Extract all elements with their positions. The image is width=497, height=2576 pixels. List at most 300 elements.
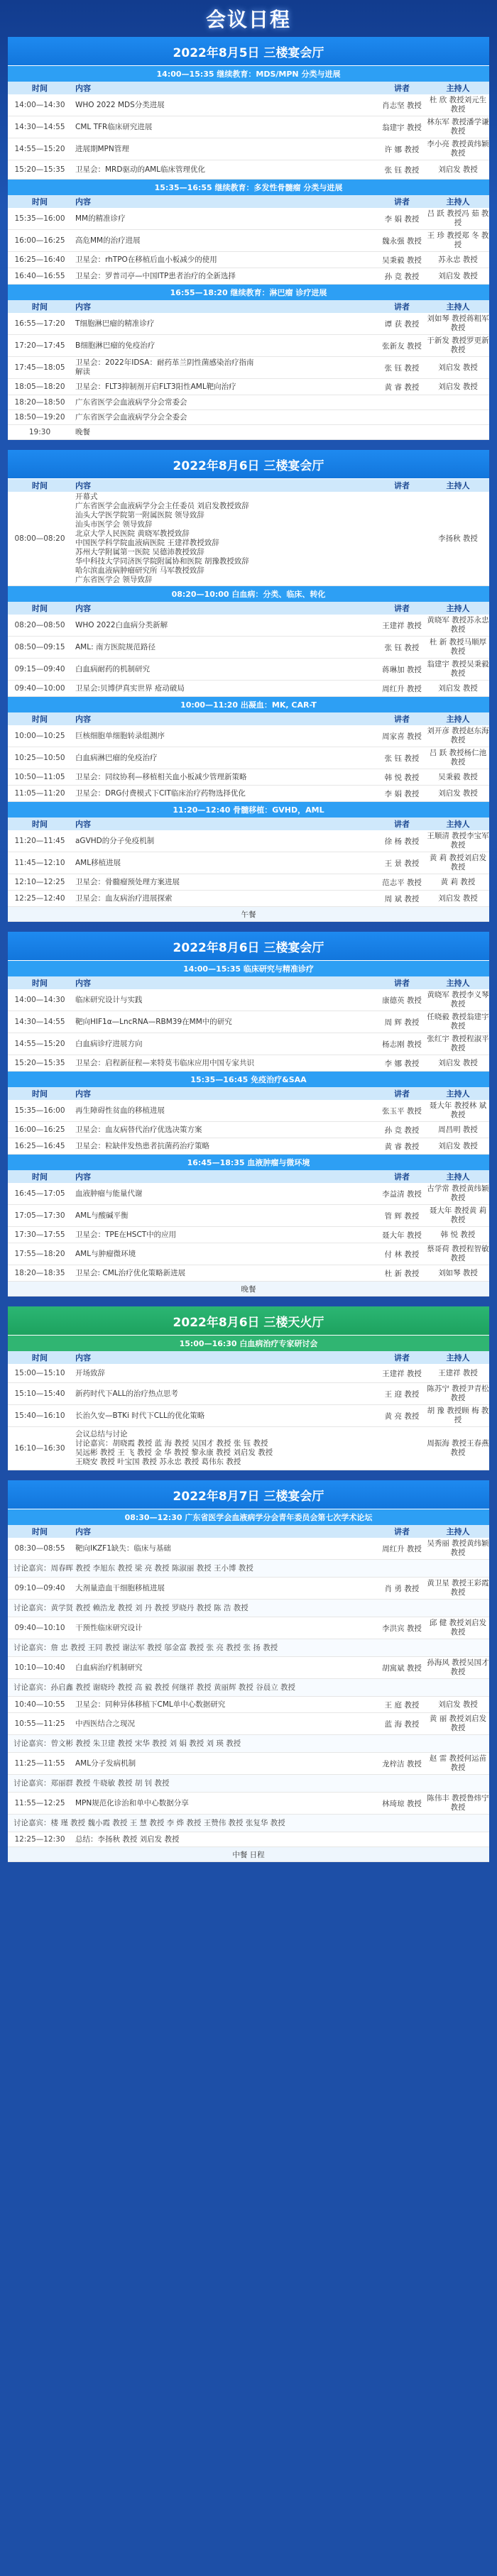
text-line: 黄纬颖 教授 — [450, 140, 489, 158]
col-host: 主持人 — [446, 302, 470, 312]
text-line: 邱 健 教授 — [429, 1619, 464, 1627]
text-line: 苏永忠 教授 — [438, 255, 478, 264]
agenda-row — [8, 395, 489, 410]
speaker-cell: 谭 获 教授 — [384, 319, 420, 329]
col-content: 内容 — [75, 481, 91, 490]
time-cell: 14:00—14:30 — [14, 996, 65, 1004]
text-line: 开幕式 — [75, 492, 98, 501]
text-line: 卫星会：启程新征程—来特莫韦临床应用中国专家共识 — [75, 1058, 254, 1067]
time-cell: 10:00—10:25 — [14, 732, 65, 740]
text-line: 高危MM的治疗进展 — [75, 236, 141, 245]
day-header: 2022年8月5日 三楼宴会厅 — [8, 37, 489, 66]
host-cell — [427, 272, 489, 281]
text-line: 冯 茹 教授 — [454, 209, 489, 227]
text-line: AML与酸碱平衡 — [75, 1211, 129, 1220]
text-line: 汕头大学医学院第一附属医院 领导致辞 — [75, 511, 204, 519]
content-cell — [72, 1059, 377, 1068]
time-cell: 17:05—17:30 — [14, 1211, 65, 1220]
text-line: 王 珍 教授 — [427, 231, 462, 240]
time-cell: 10:40—10:55 — [14, 1700, 65, 1709]
text-line: 刘开彦 教授 — [427, 727, 467, 735]
text-line: MPN规范化诊治和单中心数据分享 — [75, 1798, 189, 1807]
host-cell — [427, 616, 489, 634]
agenda-row — [8, 425, 489, 440]
speaker-cell: 李 娟 教授 — [384, 789, 420, 798]
host-cell — [427, 991, 489, 1009]
text-line: 黄 莉 教授 — [450, 1206, 487, 1224]
day-block — [8, 37, 489, 440]
session-header: 14:00—15:35 继续教育：MDS/MPN 分类与进展 — [8, 66, 489, 82]
agenda-row — [8, 1383, 489, 1405]
host-cell — [427, 1206, 489, 1225]
speaker-cell: 周红升 教授 — [382, 1544, 422, 1553]
col-speaker: 讲者 — [394, 1172, 410, 1182]
col-speaker: 讲者 — [394, 197, 410, 207]
text-line: AML与肿瘤微环境 — [75, 1249, 136, 1258]
host-cell — [427, 1794, 489, 1812]
text-line: 潘学谦 教授 — [450, 118, 489, 136]
speaker-cell: 张新友 教授 — [382, 341, 422, 351]
speaker-cell: 胡寓斌 教授 — [382, 1663, 422, 1673]
session-header: 15:35—16:45 免疫治疗&SAA — [8, 1072, 489, 1087]
text-line: 白血病耐药的机制研究 — [75, 664, 150, 673]
speaker-cell: 付 林 教授 — [384, 1250, 420, 1259]
col-time: 时间 — [32, 1089, 48, 1099]
text-line: 王顺清 教授 — [427, 832, 467, 840]
speaker-cell: 张 钰 教授 — [384, 363, 420, 373]
text-line: 刘启发 教授 — [438, 1700, 478, 1709]
agenda-row — [8, 252, 489, 268]
agenda-row — [8, 1538, 489, 1560]
agenda-row — [8, 1753, 489, 1775]
day-header: 2022年8月6日 三楼天火厅 — [8, 1306, 489, 1336]
col-time: 时间 — [32, 1172, 48, 1182]
text-line: 吴远彬 教授 王 飞 教授 金 华 教授 黎永康 教授 刘启发 教授 — [75, 1448, 273, 1457]
text-line: 林 斌 教授 — [450, 1101, 487, 1119]
col-host: 主持人 — [446, 979, 470, 988]
time-cell: 18:50—19:20 — [14, 413, 65, 422]
time-cell: 18:20—18:35 — [14, 1269, 65, 1277]
host-cell — [427, 1269, 489, 1278]
column-header — [8, 818, 489, 830]
agenda-row — [8, 1578, 489, 1600]
host-cell — [427, 140, 489, 158]
host-cell — [427, 382, 489, 392]
time-cell: 14:30—14:55 — [14, 123, 65, 131]
content-cell — [72, 621, 377, 630]
host-cell — [427, 1619, 489, 1637]
column-header — [8, 1170, 489, 1183]
discussion-guests: 讨论嘉宾：郑丽群 教授 牛晓敏 教授 胡 钊 教授 — [8, 1775, 489, 1793]
speaker-cell: 黄 睿 教授 — [384, 1142, 420, 1151]
text-line: 刘元生 教授 — [450, 96, 487, 114]
time-cell: 14:55—15:20 — [14, 145, 65, 153]
text-line: 刘启发 教授 — [438, 382, 478, 391]
speaker-cell: 李 娜 教授 — [384, 1059, 420, 1068]
text-line: aGVHD的分子免疫机制 — [75, 836, 155, 845]
text-line: 于新发 教授 — [427, 336, 467, 345]
speaker-cell: 周红升 教授 — [382, 684, 422, 693]
agenda-row — [8, 1122, 489, 1138]
text-line: 马顺厚 教授 — [450, 638, 487, 656]
agenda-row — [8, 1713, 489, 1735]
text-line: 新药时代下ALL的治疗热点思考 — [75, 1389, 178, 1398]
speaker-cell: 王 迎 教授 — [384, 1389, 420, 1399]
time-cell: 17:45—18:05 — [14, 363, 65, 372]
content-cell — [72, 123, 377, 132]
column-header — [8, 602, 489, 615]
agenda-row — [8, 1832, 489, 1847]
content-cell — [72, 236, 377, 246]
time-cell: 18:05—18:20 — [14, 382, 65, 391]
host-cell — [427, 1013, 489, 1031]
col-time: 时间 — [32, 604, 48, 613]
text-line: 翁建宇 教授 — [450, 1013, 489, 1030]
time-cell: 09:40—10:00 — [14, 684, 65, 693]
time-cell: 11:55—12:25 — [14, 1799, 65, 1807]
session-header: 14:00—15:35 临床研究与精准诊疗 — [8, 961, 489, 976]
column-header — [8, 1525, 489, 1538]
col-speaker: 讲者 — [394, 979, 410, 988]
content-cell — [72, 255, 377, 265]
content-cell — [72, 1018, 377, 1027]
agenda-row — [8, 874, 489, 891]
text-line: T细胞淋巴瘤的精准诊疗 — [75, 319, 155, 328]
col-host: 主持人 — [446, 84, 470, 93]
content-cell — [72, 1700, 377, 1710]
agenda-row — [8, 160, 489, 180]
agenda-row — [8, 1205, 489, 1227]
text-line: 卫星会：同种异体移植下CML单中心数据研究 — [75, 1700, 226, 1709]
host-cell — [427, 96, 489, 114]
text-line: 李小亮 教授 — [427, 140, 467, 148]
host-cell — [427, 1245, 489, 1263]
time-cell: 11:20—11:45 — [14, 837, 65, 845]
day-block — [8, 932, 489, 1297]
time-cell: 19:30 — [28, 428, 51, 436]
speaker-cell: 肖 勇 教授 — [384, 1584, 420, 1593]
agenda-row — [8, 335, 489, 357]
col-content: 内容 — [75, 979, 91, 988]
column-header — [8, 1351, 489, 1364]
content-cell — [72, 1189, 377, 1199]
title-bar — [0, 0, 497, 37]
agenda-row — [8, 891, 489, 907]
col-speaker: 讲者 — [394, 1089, 410, 1099]
text-line: 刘如琴 教授 — [438, 1268, 478, 1277]
text-line: 任晓毅 教授 — [427, 1013, 467, 1021]
col-speaker: 讲者 — [394, 302, 410, 312]
content-cell — [72, 358, 377, 377]
discussion-guests: 讨论嘉宾：黄学贤 教授 赖浩龙 教授 刘 丹 教授 罗晓丹 教授 陈 浩 教授 — [8, 1600, 489, 1617]
content-cell — [72, 1411, 377, 1421]
text-line: 刘启发 教授 — [438, 271, 478, 280]
content-cell — [72, 1369, 377, 1378]
content-cell — [72, 1544, 377, 1553]
text-line: 赵东海 教授 — [450, 727, 489, 744]
text-line: 刘如琴 教授 — [427, 314, 467, 323]
agenda-row — [8, 1011, 489, 1033]
discussion-guests: 讨论嘉宾：楼 瑾 教授 魏小霞 教授 王 慧 教授 李 烨 教授 王赞伟 教授 张复华 教授 — [8, 1815, 489, 1832]
text-line: 刘启发 教授 — [450, 1714, 487, 1732]
text-line: 白血病诊疗进展方向 — [75, 1039, 143, 1048]
session-header: 10:00—11:20 出凝血：MK, CAR-T — [8, 697, 489, 712]
content-cell — [72, 1106, 377, 1116]
content-cell — [72, 382, 377, 392]
content-cell — [72, 1142, 377, 1151]
text-line: 周振海 教授 — [427, 1439, 467, 1448]
col-speaker: 讲者 — [394, 604, 410, 613]
time-cell: 15:00—15:10 — [14, 1369, 65, 1377]
host-cell — [427, 314, 489, 333]
agenda-row — [8, 1657, 489, 1679]
agenda-row — [8, 637, 489, 659]
session-header: 16:55—18:20 继续教育：淋巴瘤 诊疗进展 — [8, 285, 489, 300]
text-line: 卫星会：骨髓瘤预处理方案进展 — [75, 877, 180, 886]
host-cell — [427, 1142, 489, 1151]
time-cell: 17:20—17:45 — [14, 341, 65, 350]
speaker-cell: 龙梓洁 教授 — [382, 1759, 422, 1768]
content-cell — [72, 101, 377, 110]
text-line: 聂大年 教授 — [429, 1206, 469, 1215]
agenda-row — [8, 1243, 489, 1265]
agenda-row — [8, 852, 489, 874]
text-line: CML TFR临床研究进展 — [75, 122, 153, 131]
speaker-cell: 范志平 教授 — [382, 878, 422, 887]
agenda-row — [8, 1793, 489, 1815]
host-cell — [427, 749, 489, 767]
speaker-cell: 林琦琼 教授 — [382, 1799, 422, 1808]
agenda-row — [8, 1227, 489, 1243]
text-line: 卫星会:贝博伊真实世界 疮动破局 — [75, 683, 185, 693]
column-header — [8, 195, 489, 208]
agenda-row — [8, 989, 489, 1011]
speaker-cell: 徐 杨 教授 — [384, 837, 420, 846]
host-cell — [427, 1658, 489, 1677]
host-cell — [427, 1700, 489, 1710]
text-line: 进展期MPN管理 — [75, 144, 129, 153]
host-cell — [427, 1125, 489, 1135]
speaker-cell: 管 辉 教授 — [384, 1211, 420, 1221]
text-line: 刘启发 教授 — [450, 1619, 487, 1636]
col-content: 内容 — [75, 1527, 91, 1536]
time-cell: 16:10—16:30 — [14, 1444, 65, 1453]
content-cell — [72, 1799, 377, 1808]
text-line: 靶向IKZF1缺失：临床与基础 — [75, 1543, 171, 1553]
text-line: 刘启发 教授 — [438, 788, 478, 798]
time-cell: 08:50—09:15 — [14, 643, 65, 651]
host-cell — [427, 118, 489, 136]
text-line: 黄卫星 教授 — [427, 1579, 467, 1587]
text-line: 解读 — [75, 368, 90, 376]
host-cell — [427, 1579, 489, 1597]
speaker-cell: 王 景 教授 — [384, 859, 420, 868]
time-cell: 10:50—11:05 — [14, 773, 65, 781]
text-line: 王晓安 教授 叶宝国 教授 苏永忠 教授 葛伟东 教授 — [75, 1458, 241, 1466]
time-cell: 15:20—15:35 — [14, 165, 65, 174]
text-line: WHO 2022白血病分类新解 — [75, 620, 168, 629]
col-content: 内容 — [75, 1089, 91, 1099]
content-cell — [72, 1250, 377, 1259]
text-line: 王彩霞 教授 — [450, 1579, 489, 1597]
speaker-cell: 蒋琳加 教授 — [382, 665, 422, 674]
content-cell — [72, 1389, 377, 1399]
text-line: 张红宇 教授 — [427, 1035, 467, 1043]
text-line: 中西医结合之现况 — [75, 1719, 135, 1728]
content-cell — [72, 1624, 377, 1633]
time-cell: 08:30—08:55 — [14, 1544, 65, 1553]
text-line: 广东省医学会血液病学分会主任委员 刘启发教授致辞 — [75, 502, 249, 510]
text-line: 王春燕 教授 — [450, 1439, 489, 1457]
discussion-guests: 讨论嘉宾：周春晖 教授 李旭东 教授 梁 亮 教授 陈淑丽 教授 王小博 教授 — [8, 1560, 489, 1578]
agenda-row — [8, 1138, 489, 1155]
content-cell — [72, 1231, 377, 1240]
speaker-cell: 李洪宾 教授 — [382, 1624, 422, 1633]
time-cell: 09:40—10:10 — [14, 1624, 65, 1632]
host-cell — [427, 832, 489, 850]
col-time: 时间 — [32, 715, 48, 724]
host-cell — [427, 165, 489, 175]
agenda-row — [8, 116, 489, 138]
agenda-row — [8, 1265, 489, 1282]
text-line: 陈伟丰 教授 — [427, 1794, 467, 1802]
col-speaker: 讲者 — [394, 820, 410, 829]
speaker-cell: 魏永强 教授 — [382, 236, 422, 246]
text-line: 卫星会：MRD驱动的AML临床管理优化 — [75, 165, 206, 174]
host-cell — [427, 773, 489, 782]
speaker-cell: 周家喜 教授 — [382, 732, 422, 741]
text-line: 卫星会：rhTPO在移植后血小板减少的使用 — [75, 255, 217, 264]
text-line: 杜 欣 教授 — [429, 96, 464, 104]
host-cell — [427, 1439, 489, 1458]
agenda-row — [8, 786, 489, 802]
text-line: 白血病治疗机制研究 — [75, 1663, 143, 1672]
content-cell — [72, 165, 377, 175]
agenda-row — [8, 1033, 489, 1055]
time-cell: 11:45—12:10 — [14, 859, 65, 867]
text-line: 林东军 教授 — [427, 118, 467, 126]
speaker-cell: 许 娜 教授 — [384, 145, 420, 154]
speaker-cell: 黄 睿 教授 — [384, 382, 420, 392]
time-cell: 14:30—14:55 — [14, 1018, 65, 1026]
text-line: 蔡哥荷 教授 — [427, 1245, 467, 1253]
agenda-row — [8, 1055, 489, 1072]
host-cell — [427, 1407, 489, 1425]
text-line: 程淑平 教授 — [450, 1035, 489, 1052]
speaker-cell: 孙 竞 教授 — [384, 1125, 420, 1135]
content-cell — [72, 837, 377, 846]
host-cell — [427, 1101, 489, 1120]
text-line: MM的精准诊疗 — [75, 214, 126, 223]
agenda-row — [8, 230, 489, 252]
text-line: 周昌明 教授 — [438, 1125, 478, 1134]
text-line: 孙海风 教授 — [427, 1658, 467, 1667]
content-cell — [72, 643, 377, 652]
speaker-cell: 周 辉 教授 — [384, 1018, 420, 1027]
agenda-row — [8, 208, 489, 230]
column-header — [8, 976, 489, 989]
speaker-cell: 孙 竞 教授 — [384, 272, 420, 281]
agenda-row — [8, 1427, 489, 1470]
content-cell — [72, 1430, 377, 1467]
host-cell — [427, 1231, 489, 1240]
agenda-row — [8, 379, 489, 395]
col-host: 主持人 — [446, 197, 470, 207]
time-cell: 16:00—16:25 — [14, 236, 65, 245]
text-line: 开场致辞 — [75, 1368, 105, 1377]
content-cell — [72, 732, 377, 741]
col-content: 内容 — [75, 1353, 91, 1363]
session-header: 16:45—18:35 血液肿瘤与微环境 — [8, 1155, 489, 1170]
col-host: 主持人 — [446, 1527, 470, 1536]
text-line: 吴国才 教授 — [450, 1658, 489, 1676]
column-header — [8, 479, 489, 492]
time-cell: 15:10—15:40 — [14, 1389, 65, 1398]
schedule-container — [0, 37, 497, 1862]
time-cell: 16:25—16:45 — [14, 1142, 65, 1150]
day-block — [8, 1480, 489, 1862]
speaker-cell: 王建祥 教授 — [382, 621, 422, 630]
time-cell: 10:25—10:50 — [14, 754, 65, 762]
text-line: 刘启发 教授 — [438, 893, 478, 903]
session-header: 08:30—12:30 广东省医学会血液病学分会青年委员会第七次学术论坛 — [8, 1509, 489, 1525]
col-speaker: 讲者 — [394, 1527, 410, 1536]
text-line: 广东省医学会 领导致辞 — [75, 576, 153, 584]
time-cell: 12:10—12:25 — [14, 878, 65, 886]
agenda-row — [8, 1183, 489, 1205]
col-content: 内容 — [75, 820, 91, 829]
text-line: 刘启发 教授 — [438, 683, 478, 693]
time-cell: 17:55—18:20 — [14, 1250, 65, 1258]
column-header — [8, 300, 489, 313]
content-cell — [72, 319, 377, 329]
speaker-cell: 王建祥 教授 — [382, 1369, 422, 1378]
meal-label: 中餐 日程 — [232, 1850, 265, 1859]
text-line: 汕头市医学会 领导致辞 — [75, 520, 153, 529]
speaker-cell: 张 钰 教授 — [384, 643, 420, 652]
content-cell — [72, 754, 377, 763]
agenda-row — [8, 138, 489, 160]
agenda-row — [8, 615, 489, 637]
speaker-cell: 李 娟 教授 — [384, 214, 420, 224]
speaker-cell: 张 钰 教授 — [384, 754, 420, 763]
host-cell — [427, 231, 489, 250]
host-cell — [427, 1059, 489, 1068]
text-line: 卫星会：TPE在HSCT中的应用 — [75, 1230, 177, 1239]
text-line: 黄 莉 教授 — [429, 854, 464, 862]
agenda-row — [8, 1364, 489, 1383]
content-cell — [72, 894, 377, 903]
text-line: 刘启发 教授 — [438, 1141, 478, 1150]
time-cell: 15:20—15:35 — [14, 1059, 65, 1067]
host-cell — [427, 660, 489, 678]
content-cell — [72, 773, 377, 782]
text-line: 晚餐 — [75, 427, 90, 436]
host-cell — [427, 1539, 489, 1558]
time-cell: 16:45—17:05 — [14, 1189, 65, 1198]
text-line: 卫星会：血友病治疗进展探索 — [75, 893, 173, 903]
text-line: 北京大学人民医院 黄晓军教授致辞 — [75, 529, 190, 538]
text-line: 刘启发 教授 — [450, 854, 487, 871]
agenda-row — [8, 410, 489, 425]
day-block — [8, 450, 489, 922]
speaker-cell: 李益清 教授 — [382, 1189, 422, 1199]
col-time: 时间 — [32, 979, 48, 988]
speaker-cell: 张玉平 教授 — [382, 1106, 422, 1116]
col-time: 时间 — [32, 1527, 48, 1536]
agenda-row — [8, 659, 489, 681]
text-line: 何运苗 教授 — [450, 1754, 487, 1772]
